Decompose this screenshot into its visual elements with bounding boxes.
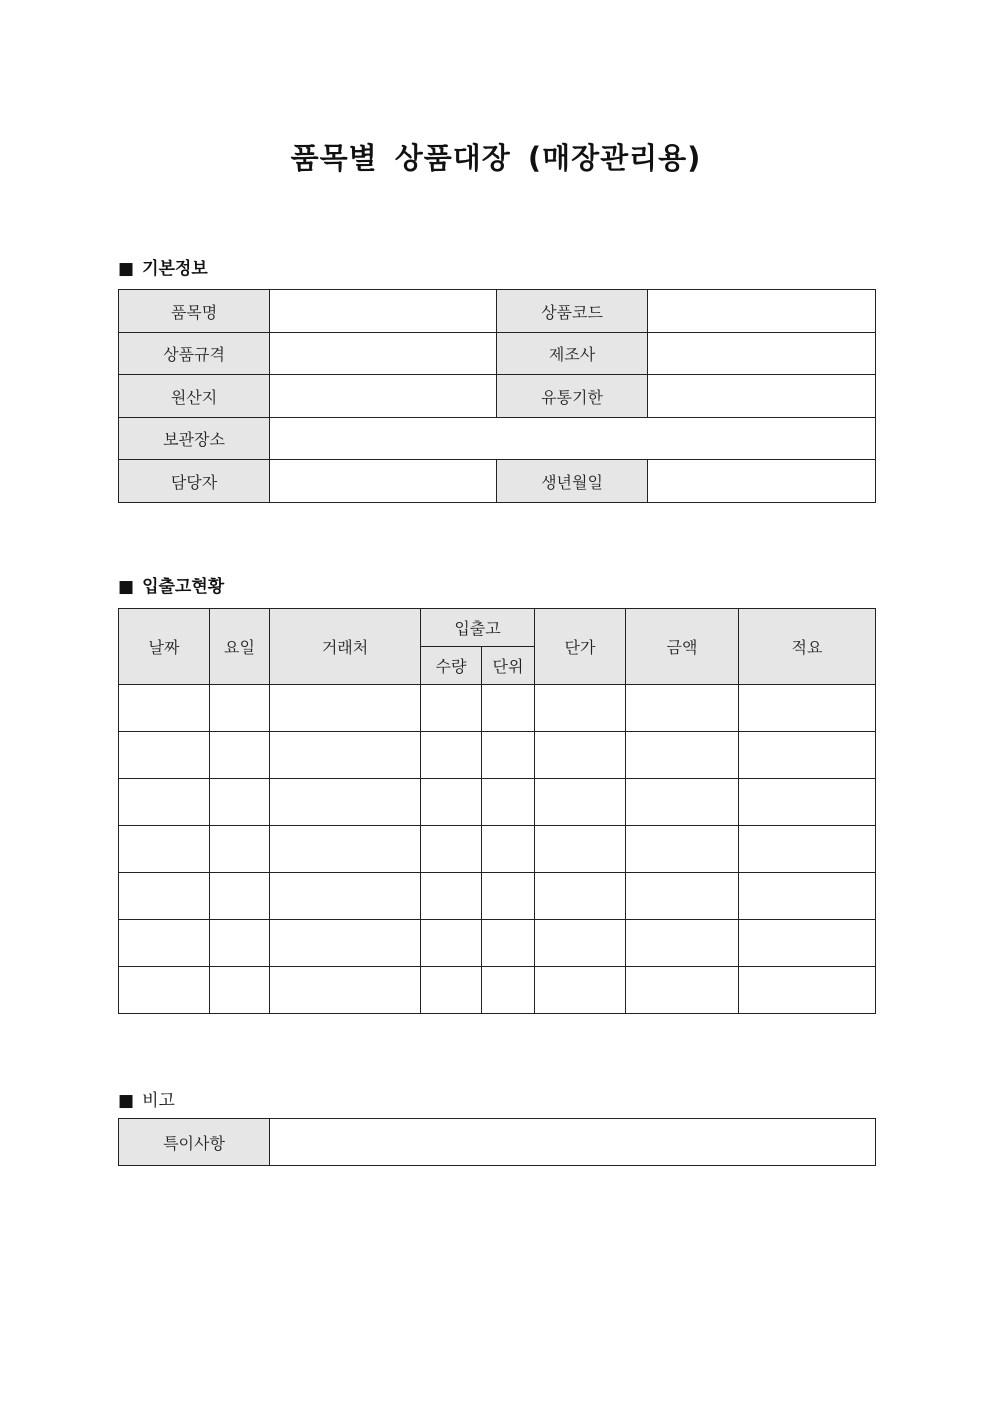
section-title-text: 비고 — [142, 1091, 175, 1111]
expiry-field[interactable] — [648, 375, 876, 418]
birth-date-label: 생년월일 — [497, 460, 648, 503]
weekday-cell[interactable] — [210, 967, 270, 1014]
amount-cell[interactable] — [626, 920, 739, 967]
birth-date-field[interactable] — [648, 460, 876, 503]
product-spec-label: 상품규격 — [119, 333, 270, 375]
special-notes-field[interactable] — [270, 1119, 876, 1166]
partner-cell[interactable] — [270, 967, 421, 1014]
quantity-cell[interactable] — [421, 826, 482, 873]
section-title-text: 기본정보 — [142, 259, 208, 279]
date-cell[interactable] — [119, 873, 210, 920]
date-cell[interactable] — [119, 732, 210, 779]
unit-price-cell[interactable] — [535, 732, 626, 779]
table-row — [119, 920, 876, 967]
table-row — [119, 375, 876, 418]
amount-cell[interactable] — [626, 779, 739, 826]
product-spec-field[interactable] — [270, 333, 497, 375]
table-row — [119, 732, 876, 779]
date-cell[interactable] — [119, 779, 210, 826]
manufacturer-field[interactable] — [648, 333, 876, 375]
inout-header: 입출고 — [421, 609, 535, 647]
weekday-cell[interactable] — [210, 873, 270, 920]
inout-table — [118, 608, 876, 1014]
quantity-cell[interactable] — [421, 685, 482, 732]
table-row — [119, 460, 876, 503]
square-bullet-icon: ■ — [118, 577, 135, 597]
section-title-inout — [118, 572, 224, 597]
amount-cell[interactable] — [626, 826, 739, 873]
amount-cell[interactable] — [626, 685, 739, 732]
amount-cell[interactable] — [626, 873, 739, 920]
expiry-label: 유통기한 — [497, 375, 648, 418]
weekday-header: 요일 — [210, 609, 270, 685]
origin-label: 원산지 — [119, 375, 270, 418]
unit-cell[interactable] — [482, 779, 535, 826]
unit-price-header: 단가 — [535, 609, 626, 685]
table-row — [119, 333, 876, 375]
remarks-header: 적요 — [739, 609, 876, 685]
date-cell[interactable] — [119, 685, 210, 732]
remarks-cell[interactable] — [739, 732, 876, 779]
unit-cell[interactable] — [482, 685, 535, 732]
unit-cell[interactable] — [482, 732, 535, 779]
table-row — [119, 826, 876, 873]
quantity-cell[interactable] — [421, 920, 482, 967]
origin-field[interactable] — [270, 375, 497, 418]
date-cell[interactable] — [119, 826, 210, 873]
unit-cell[interactable] — [482, 967, 535, 1014]
unit-cell[interactable] — [482, 826, 535, 873]
square-bullet-icon: ■ — [118, 259, 135, 279]
storage-field[interactable] — [270, 418, 876, 460]
partner-cell[interactable] — [270, 732, 421, 779]
remarks-cell[interactable] — [739, 779, 876, 826]
table-header-row — [119, 609, 876, 647]
table-row — [119, 779, 876, 826]
table-row — [119, 967, 876, 1014]
weekday-cell[interactable] — [210, 732, 270, 779]
date-cell[interactable] — [119, 920, 210, 967]
weekday-cell[interactable] — [210, 826, 270, 873]
weekday-cell[interactable] — [210, 920, 270, 967]
remarks-cell[interactable] — [739, 967, 876, 1014]
section-title-basic-info — [118, 254, 208, 279]
quantity-header: 수량 — [421, 647, 482, 685]
partner-cell[interactable] — [270, 920, 421, 967]
remarks-cell[interactable] — [739, 873, 876, 920]
section-title-notes — [118, 1086, 175, 1111]
date-cell[interactable] — [119, 967, 210, 1014]
storage-label: 보관장소 — [119, 418, 270, 460]
quantity-cell[interactable] — [421, 967, 482, 1014]
unit-price-cell[interactable] — [535, 873, 626, 920]
unit-cell[interactable] — [482, 873, 535, 920]
notes-table — [118, 1118, 876, 1166]
basic-info-table — [118, 289, 876, 503]
amount-cell[interactable] — [626, 967, 739, 1014]
remarks-cell[interactable] — [739, 685, 876, 732]
quantity-cell[interactable] — [421, 779, 482, 826]
page-title: 품목별 상품대장 (매장관리용) — [290, 141, 702, 175]
partner-cell[interactable] — [270, 685, 421, 732]
manager-label: 담당자 — [119, 460, 270, 503]
special-notes-label: 특이사항 — [119, 1119, 270, 1166]
item-name-label: 품목명 — [119, 290, 270, 333]
quantity-cell[interactable] — [421, 873, 482, 920]
table-row — [119, 418, 876, 460]
unit-cell[interactable] — [482, 920, 535, 967]
table-row — [119, 290, 876, 333]
amount-header: 금액 — [626, 609, 739, 685]
table-row — [119, 1119, 876, 1166]
product-code-field[interactable] — [648, 290, 876, 333]
partner-cell[interactable] — [270, 779, 421, 826]
date-header: 날짜 — [119, 609, 210, 685]
partner-cell[interactable] — [270, 826, 421, 873]
item-name-field[interactable] — [270, 290, 497, 333]
table-row — [119, 873, 876, 920]
partner-header: 거래처 — [270, 609, 421, 685]
amount-cell[interactable] — [626, 732, 739, 779]
quantity-cell[interactable] — [421, 732, 482, 779]
manufacturer-label: 제조사 — [497, 333, 648, 375]
unit-header: 단위 — [482, 647, 535, 685]
unit-price-cell[interactable] — [535, 685, 626, 732]
unit-price-cell[interactable] — [535, 826, 626, 873]
partner-cell[interactable] — [270, 873, 421, 920]
unit-price-cell[interactable] — [535, 779, 626, 826]
remarks-cell[interactable] — [739, 920, 876, 967]
weekday-cell[interactable] — [210, 685, 270, 732]
weekday-cell[interactable] — [210, 779, 270, 826]
section-title-text: 입출고현황 — [142, 577, 225, 597]
remarks-cell[interactable] — [739, 826, 876, 873]
unit-price-cell[interactable] — [535, 967, 626, 1014]
unit-price-cell[interactable] — [535, 920, 626, 967]
square-bullet-icon: ■ — [118, 1091, 135, 1111]
manager-field[interactable] — [270, 460, 497, 503]
table-row — [119, 685, 876, 732]
product-code-label: 상품코드 — [497, 290, 648, 333]
